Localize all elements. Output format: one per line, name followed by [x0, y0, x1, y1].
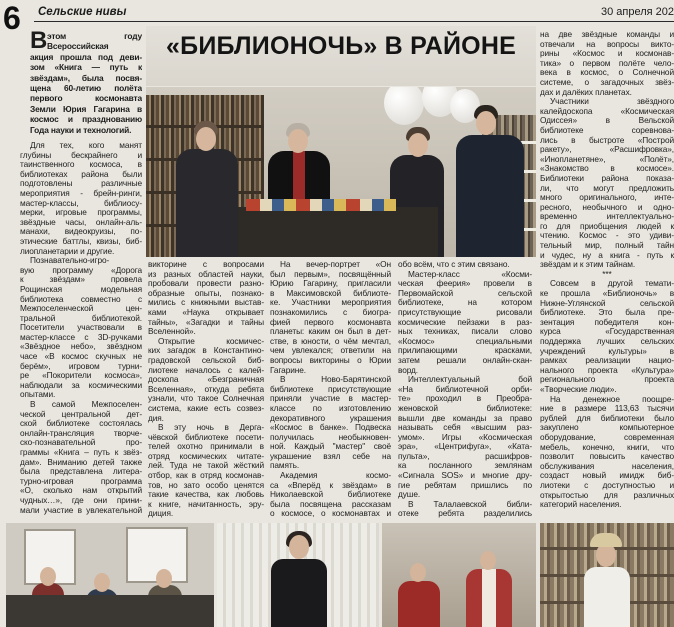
text-line: была представлена литера- [20, 467, 142, 477]
paragraph [20, 400, 142, 515]
text-line: в Максимовской библиоте- [270, 288, 391, 298]
text-line: память. [270, 461, 300, 471]
text-line: рамках реализации нацио- [540, 356, 674, 366]
text-line: Познавательно-игро- [30, 256, 110, 266]
text-line: чем увлекался; ответили на [270, 346, 391, 356]
text-line: В самой Межпоселен- [30, 400, 142, 410]
column-5 [540, 30, 674, 510]
text-line: «Инопланетяне», «Полёт», [540, 154, 674, 164]
text-line: познакомились с биогра- [270, 307, 391, 317]
lead-line: Всероссийская [47, 41, 109, 52]
text-line: звёздные часы, онлайн-аль- [20, 217, 142, 227]
text-line: планеты: каким он был в дет- [270, 327, 391, 337]
text-line: онлайн-трансляция творче- [20, 428, 142, 438]
text-line: В Талалаевской библи- [408, 499, 532, 509]
person-figure [466, 569, 512, 627]
text-line: глубины бескрайнего и [20, 150, 142, 160]
text-line: библиотека совместно с [20, 294, 142, 304]
text-line: отбор, как в отряд космонав- [148, 471, 264, 481]
text-line: Посетители участвовали в [20, 323, 142, 333]
text-line: Библиотеки района показа- [540, 173, 674, 183]
text-line: «Звёздное небо», звёздном [20, 342, 142, 352]
text-line: стве, в юности, о чём мечтал, [270, 336, 391, 346]
text-line: ли, что могут предложить [540, 183, 674, 193]
paragraph [398, 270, 532, 376]
text-line: мерки, игровые программы, [20, 208, 142, 218]
text-line: создаст новый имидж биб- [540, 471, 674, 481]
paragraph [270, 375, 391, 471]
text-line: была посвящена рассказам [270, 499, 391, 509]
person-figure [584, 567, 630, 627]
lead-line: акция прошла под деви- [30, 51, 142, 62]
lead-line: первого космонавта [30, 93, 142, 104]
text-line: был первым», посвящённый [270, 269, 391, 279]
paragraph [398, 375, 532, 500]
text-line: о космосе, о космонавтах и [270, 509, 391, 519]
text-line: те» проходил в Преобра- [398, 394, 532, 404]
text-line: оборудование, современная [540, 432, 674, 442]
text-line: Межпоселенческой цен- [20, 304, 142, 314]
text-line: пробовали провести разно- [148, 279, 264, 289]
column-2 [148, 260, 264, 519]
text-line: лись в быстроте «Построй [540, 135, 674, 145]
text-line: позволит повысить качество [540, 452, 674, 462]
text-line: дах и далёких планетах. [540, 87, 632, 97]
paragraph [270, 471, 391, 519]
text-line: диция. [148, 509, 174, 519]
text-line: душе. [398, 490, 421, 500]
books-on-table [246, 199, 396, 211]
article-title: «БИБЛИОНОЧЬ» В РАЙОНЕ [166, 32, 516, 60]
person-head [410, 563, 426, 582]
text-line: «Творческие люди». [540, 384, 617, 394]
lead-line: этом году [47, 31, 142, 41]
text-line: к книге, начитанность, эру- [148, 499, 264, 509]
text-line: регионального проекта [540, 375, 674, 385]
text-line: Николаевской библиотеке [270, 490, 391, 500]
text-line: рины «Космос и космонав- [540, 49, 674, 59]
person-figure [456, 135, 524, 257]
text-line: градовской сельской биб- [148, 355, 264, 365]
column-3 [270, 260, 391, 519]
text-line: зентация победителя кон- [540, 317, 674, 327]
text-line: Нижне-Углянской сельской [540, 298, 674, 308]
paragraph [540, 270, 674, 280]
text-line: закуплено компьютерное [540, 423, 674, 433]
text-line: дам». Вниманию детей также [20, 457, 142, 467]
text-line: ре «Покорители космоса», [20, 371, 142, 381]
text-line: мастер-классы, библиосу- [20, 198, 142, 208]
text-line: много оригинального, инте- [540, 193, 674, 203]
column-4 [398, 260, 532, 519]
text-line: из разных областей науки, [148, 269, 264, 279]
paragraph [540, 279, 674, 394]
text-line: лиотеки с доступностью и [540, 480, 674, 490]
text-line: этические баттлы, квизы, биб- [20, 236, 142, 246]
paragraph [148, 260, 264, 337]
person-figure [271, 559, 327, 627]
newspaper-name: Сельские нивы [38, 6, 127, 18]
text-line: Для тех, кого манят [30, 141, 142, 150]
text-line: система, какие есть созвез- [148, 403, 264, 413]
main-photo-library-event [146, 87, 536, 257]
person-head [156, 569, 172, 588]
column-1 [20, 141, 142, 515]
text-line: библиотеке присутствующие [270, 384, 391, 394]
text-line: вую программу «Дорога [20, 265, 142, 275]
text-line: подготовлены различные [20, 179, 142, 189]
text-line: граммы «Книга – путь к звёз- [20, 448, 142, 457]
text-line: и чудес, ну а книга - путь к [540, 250, 674, 260]
text-line: часе «В космос скучных не [20, 352, 142, 362]
text-line: библиотеке. Это была пре- [540, 308, 674, 318]
text-line: таинственного космоса, в [20, 160, 142, 170]
text-line: Гагарине. [270, 365, 306, 375]
person-head [408, 133, 428, 157]
text-line: обо всём, что с этим связано. [398, 260, 510, 269]
text-line: на две звёздные команды и [540, 30, 674, 39]
text-line: ресного, необычного и одно- [540, 202, 674, 212]
person-head [289, 535, 309, 559]
text-line: ческая феерия» провели в [398, 279, 532, 289]
paragraph [398, 500, 532, 519]
lead-line: Года науки и технологий. [30, 124, 132, 135]
text-line: дия. [148, 413, 164, 423]
paragraph [270, 260, 391, 375]
text-line: пульта», расшифров- [398, 451, 532, 461]
paragraph [148, 423, 264, 519]
drop-cap: В [30, 27, 48, 54]
text-line: приняли участие в мастер- [270, 394, 391, 404]
issue-date: 30 апреля 202 [600, 6, 674, 18]
person-head [476, 111, 496, 135]
text-line: отеке ребята разделились [398, 509, 532, 519]
text-line: украшение взял себе на [270, 451, 391, 461]
text-line: курса «Государственная [540, 327, 674, 337]
text-line: ных техниках, писали слово [398, 327, 532, 337]
text-line: тельный мир, полный тайн [540, 241, 674, 251]
article-lead [30, 27, 142, 135]
text-line: Открытие космичес- [158, 336, 264, 346]
text-line: викторине с вопросами [148, 260, 264, 269]
text-line: рублей для библиотеки было [540, 413, 674, 423]
text-line: эра», «Центрифуга», «Ката- [398, 442, 532, 452]
paragraph [148, 337, 264, 423]
text-line: опытами. [20, 390, 56, 400]
text-line: турно-игровая программа [20, 476, 142, 486]
text-line: системе, о загадочных звёз- [540, 77, 674, 87]
text-line: отряд космических читате- [148, 451, 264, 461]
text-line: лей. Туда не такой жёсткий [148, 461, 264, 471]
text-line: мали участие в увлекательной [20, 505, 142, 515]
text-line: библиотеке, на котором [398, 298, 532, 308]
text-line: ракету», «Расшифровка», [540, 145, 674, 155]
text-line: временно интеллектуально- [540, 212, 674, 222]
person-head [196, 127, 216, 151]
text-line: лиопланетарии и другие. [20, 246, 115, 256]
section-separator: *** [602, 269, 612, 279]
text-line: мились с книжными выстав- [148, 298, 264, 308]
text-line: калейдоскопа «Космическая [540, 106, 674, 116]
text-line: «Космос в банке». Подвеска [270, 423, 391, 433]
text-line: ной. Каждый "мастер" своё [270, 442, 391, 452]
balloon [384, 87, 424, 125]
bottom-photo-2 [217, 523, 379, 627]
text-line: прилипающими красками, [398, 346, 532, 356]
text-line: Мастер-класс «Косми- [408, 269, 532, 279]
text-line: Юрию Гагарину, пригласили [270, 279, 391, 289]
text-line: тайны», «Загадки и тайны [148, 317, 264, 327]
text-line: категорий населения. [540, 500, 622, 510]
person-head [94, 573, 110, 592]
text-line: космические пейзажи в раз- [398, 317, 532, 327]
person-head [480, 551, 496, 570]
text-line: Одиссея» в Вельской [540, 116, 674, 126]
text-line: ской библиотеке состоялась [20, 419, 142, 429]
text-line: учреждений культуры» в [540, 346, 674, 356]
text-line: «О, сколько нам открытий [20, 486, 142, 496]
bottom-photo-4 [540, 523, 674, 627]
lead-line: звёздам», была посвя- [30, 72, 142, 83]
kokoshnik-headdress [590, 533, 622, 547]
text-line: фией первого космонавта [270, 317, 391, 327]
text-line: «Сигнала SOS» и многие дру- [398, 471, 532, 481]
text-line: На денежное поощре- [550, 394, 674, 404]
table [6, 595, 214, 627]
text-line: Первомайской сельской [398, 288, 532, 298]
text-line: мастер-классе с 3D-ручками [20, 332, 142, 342]
lead-line: космос и празднованию [30, 114, 142, 125]
text-line: На вечер-портрет «Он [280, 260, 391, 269]
paragraph [540, 395, 674, 510]
text-line: Совсем в другой темати- [550, 279, 674, 289]
text-line: ние в размере 113,63 тысячи [540, 404, 674, 414]
text-line: ками «Наука открывает [148, 307, 264, 317]
text-line: «Космос» специальными [398, 336, 532, 346]
text-line: обслуживания населения, [540, 461, 674, 471]
text-line: ке прошла «Библионочь» в [540, 289, 674, 299]
text-line: тов, но зато особо ценятся [148, 480, 264, 490]
text-line: такие качества, как любовь [148, 490, 264, 500]
lead-line: зом «Книга — путь к [30, 62, 142, 73]
text-line: умом». Игры «Космическая [398, 432, 532, 442]
text-line: доскопа «Безграничная [148, 375, 264, 385]
person-figure [398, 581, 440, 627]
text-line: декоративного украшения [270, 413, 391, 423]
lead-line: Земли Юрия Гагарина в [30, 103, 142, 114]
text-line: В Ново-Барятинской [280, 375, 391, 385]
text-line: ка посланного землянам [398, 461, 532, 471]
text-line: «Знакомство в космосе». [540, 164, 674, 174]
text-line: вопросы викторины о Юрии [270, 355, 391, 365]
paragraph [20, 141, 142, 256]
text-line: женовской библиотеке: [398, 403, 532, 413]
lead-line: щена 60-летию полёта [30, 82, 142, 93]
text-line: го для приобщения людей к [540, 221, 674, 231]
text-line: затем решали онлайн-скан- [398, 355, 532, 365]
paragraph [540, 30, 674, 97]
text-line: Вселенная», откуда ребята [148, 384, 264, 394]
text-line: чтению. Космос - это удиви- [540, 231, 674, 241]
text-line: получилась необыкновен- [270, 432, 391, 442]
text-line: наблюдали за космическими [20, 380, 142, 390]
text-line: библиотеке соревнова- [540, 125, 674, 135]
person-head [288, 129, 308, 153]
text-line: Интеллектуальный бой [408, 375, 532, 385]
bottom-photo-3 [382, 523, 536, 627]
text-line: к звёздам» провела [20, 275, 142, 285]
text-line: образные опыты, познако- [148, 288, 264, 298]
text-line: телей охотно принимали в [148, 442, 264, 452]
text-line: чёвской библиотеке посети- [148, 432, 264, 442]
text-line: лиотеке началось с калей- [148, 365, 264, 375]
title-block [146, 26, 536, 86]
text-line: тральной библиотекой. [20, 313, 142, 323]
text-line: са «Вперёд к звёздам» в [270, 480, 391, 490]
text-line: узнали, что такое Солнечная [148, 394, 264, 404]
text-line: ческой центральной дет- [20, 409, 142, 419]
text-line: манахи, видеокруизы, по- [20, 227, 142, 237]
text-line: В эту ночь в Дерга- [158, 423, 264, 433]
text-line: присутствующие рисовали [398, 307, 532, 317]
bottom-photo-1 [6, 523, 214, 627]
person-figure [176, 149, 238, 257]
paragraph [20, 256, 142, 400]
text-line: берём», игровом турни- [20, 361, 142, 371]
text-line: ско-познавательной про- [20, 438, 142, 448]
text-line: тика» о первом полёте чело- [540, 58, 674, 68]
text-line: мебель, конечно, книги, что [540, 442, 674, 452]
text-line: классе по изготовлению [270, 403, 391, 413]
text-line: мероприятия - брейн-ринги, [20, 188, 142, 198]
header-rule [34, 21, 674, 22]
text-line: ке. Участники мероприятия [270, 298, 391, 308]
text-line: ворд. [398, 365, 418, 375]
text-line: ких загадок в Константино- [148, 346, 264, 356]
text-line: века в космос, о Солнечной [540, 68, 674, 78]
text-line: гие ребятам пришлись по [398, 480, 532, 490]
text-line: Рощинская модельная [20, 284, 142, 294]
text-line: называть себя «высшим раз- [398, 423, 532, 433]
book-table [238, 207, 438, 257]
text-line: «На библиотечной орби- [398, 384, 532, 394]
text-line: Вселенной». [148, 327, 196, 337]
text-line: нального проекта «Культура» [540, 365, 674, 375]
paragraph [540, 97, 674, 270]
text-line: звёздам и к этим тайнам. [540, 260, 636, 270]
paragraph [398, 260, 532, 270]
person-head [40, 567, 56, 586]
text-line: вышли две команды за право [398, 413, 532, 423]
text-line: открытостью для различных [540, 490, 674, 500]
text-line: отвечали на вопросы викто- [540, 39, 674, 49]
text-line: Академия космо- [280, 471, 391, 481]
text-line: Участники звёздного [550, 97, 674, 107]
text-line: библиотеках района были [20, 169, 142, 179]
page-number: 6 [3, 0, 21, 36]
text-line: поддержка лучших сельских [540, 337, 674, 346]
text-line: чудных…», где они прини- [20, 495, 142, 505]
